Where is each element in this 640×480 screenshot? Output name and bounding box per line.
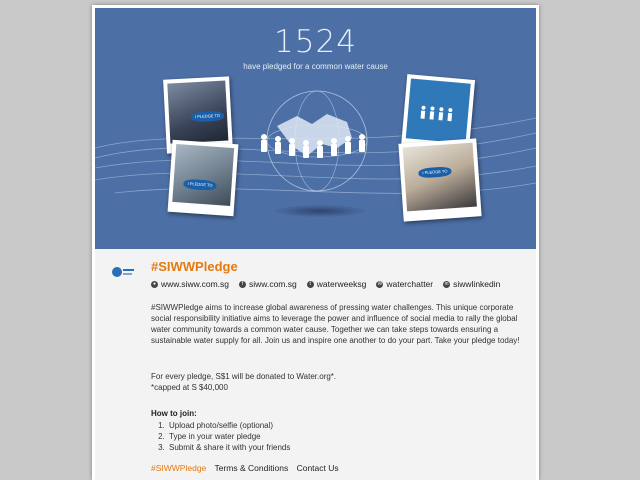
globe-shadow [275, 205, 365, 217]
pledge-bubble: I PLEDGE TO [191, 111, 224, 123]
terms-link[interactable]: Terms & Conditions [214, 463, 289, 473]
step-item: 1. Upload photo/selfie (optional) [167, 420, 290, 431]
social-label: waterweeksg [316, 279, 367, 289]
globe-illustration [252, 86, 382, 206]
social-link-website[interactable] [151, 279, 229, 289]
campaign-title: #SIWWPledge [151, 259, 238, 274]
pledge-photo[interactable] [398, 138, 481, 221]
social-link-facebook[interactable] [239, 279, 297, 289]
social-link-linkedin[interactable] [443, 279, 500, 289]
step-item: 3. Submit & share it with your friends [167, 442, 290, 453]
social-link-twitter[interactable] [307, 279, 367, 289]
wordpress-icon: W [377, 281, 383, 287]
pledge-caption: have pledged for a common water cause [243, 62, 388, 71]
social-links [151, 279, 510, 289]
step-item: 2. Type in your water pledge [167, 431, 290, 442]
hero-banner [95, 8, 536, 249]
social-label: siwwlinkedin [453, 279, 501, 289]
campaign-card [92, 5, 539, 480]
linkedin-icon: in [444, 281, 449, 287]
donation-note [151, 371, 521, 393]
social-label: waterchatter [386, 279, 434, 289]
campaign-info [95, 249, 536, 480]
donation-line: For every pledge, S$1 will be donated to Water.org*. [151, 372, 337, 381]
facebook-icon: f [239, 281, 246, 288]
pledge-bubble: I PLEDGE TO [418, 166, 452, 179]
social-label: siww.com.sg [249, 279, 297, 289]
campaign-description: #SIWWPledge aims to increase global awareness of pressing water challenges. This unique corporate social responsibility initiative aims to leverage the power and influence of social media to rally the global water community towards a common water cause. Together we can take steps towards ensuring a sustainable water supply for all. Join us and inspire one another to do your part. Take your pledge today! [151, 303, 520, 345]
link-icon: ● [152, 281, 157, 287]
cap-line: *capped at S $40,000 [151, 383, 228, 392]
howto-title: How to join: [151, 409, 197, 418]
people-globe-icon [406, 79, 471, 144]
social-label: www.siww.com.sg [161, 279, 230, 289]
pledge-photo[interactable] [168, 140, 239, 216]
contact-link[interactable]: Contact Us [296, 463, 339, 473]
pledge-counter: 1524 [274, 24, 357, 60]
siww-logo-icon [111, 265, 135, 279]
social-link-wordpress[interactable] [376, 279, 433, 289]
howto-steps [159, 420, 290, 453]
twitter-icon: t [307, 281, 314, 288]
pledge-bubble: I PLEDGE TO [183, 179, 217, 192]
footer-hashtag-link[interactable]: #SIWWPledge [151, 463, 207, 473]
footer-links [151, 463, 345, 473]
